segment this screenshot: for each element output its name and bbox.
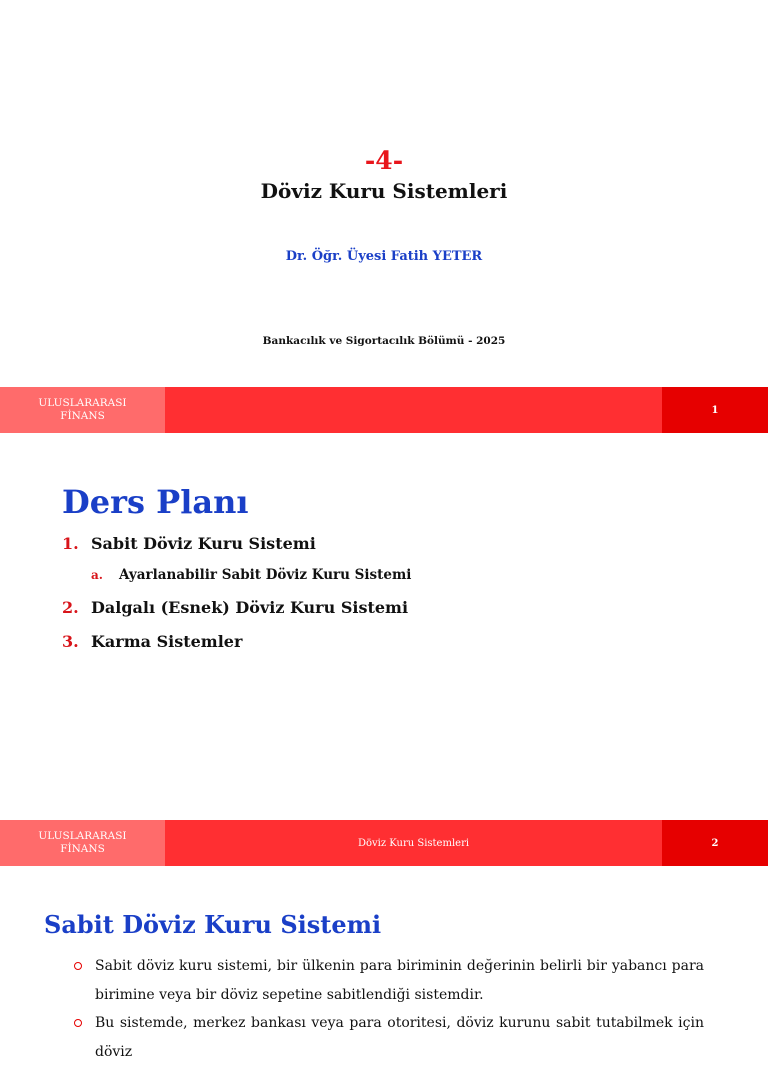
footer-course-label xyxy=(0,387,165,433)
circle-bullet-icon xyxy=(74,1019,82,1027)
footer-page-number: 2 xyxy=(662,820,768,866)
bullet-text: Sabit döviz kuru sistemi, bir ülkenin para biriminin değerinin belirli bir yabancı para birimine veya bir döviz sepetine sabitlendiği sistemdir. xyxy=(95,958,704,1003)
footer-section-label: Döviz Kuru Sistemleri xyxy=(165,820,662,866)
author-name: Dr. Öğr. Üyesi Fatih YETER xyxy=(285,249,483,264)
list-item-number: 1. xyxy=(62,534,79,553)
list-item-label: Dalgalı (Esnek) Döviz Kuru Sistemi xyxy=(91,598,409,617)
list-item-label: Karma Sistemler xyxy=(91,632,243,651)
list-item-number: a. xyxy=(91,568,103,582)
footer-section-label xyxy=(165,387,662,433)
department-line: Bankacılık ve Sigortacılık Bölümü - 2025 xyxy=(262,335,506,347)
bullet-item xyxy=(74,952,704,1009)
list-sub-item xyxy=(62,564,742,594)
bullet-item xyxy=(74,1009,704,1066)
list-item xyxy=(62,594,742,628)
lecture-title: Döviz Kuru Sistemleri xyxy=(260,179,508,203)
list-item xyxy=(62,530,742,564)
list-item-number: 3. xyxy=(62,632,79,651)
circle-bullet-icon xyxy=(74,962,82,970)
footer-course-line2: FİNANS xyxy=(60,410,105,422)
list-item-number: 2. xyxy=(62,598,79,617)
footer-course-label xyxy=(0,820,165,866)
list-item-label: Ayarlanabilir Sabit Döviz Kuru Sistemi xyxy=(119,567,412,583)
footer-page-number: 1 xyxy=(662,387,768,433)
lesson-plan-list xyxy=(62,530,742,662)
slide-number-heading: -4- xyxy=(364,146,404,175)
list-item-label: Sabit Döviz Kuru Sistemi xyxy=(91,534,316,553)
footer-course-line2: FİNANS xyxy=(60,843,105,855)
footer-course-line1: ULUSLARARASI xyxy=(38,830,127,842)
section-title: Sabit Döviz Kuru Sistemi xyxy=(44,910,382,939)
list-item xyxy=(62,628,742,662)
slide-footer-2 xyxy=(0,820,768,866)
lesson-plan-title: Ders Planı xyxy=(62,483,249,521)
bullet-text: Bu sistemde, merkez bankası veya para otoritesi, döviz kurunu sabit tutabilmek için döviz xyxy=(95,1015,704,1060)
slide-footer-1 xyxy=(0,387,768,433)
footer-course-line1: ULUSLARARASI xyxy=(38,397,127,409)
bullet-list xyxy=(74,952,704,1066)
